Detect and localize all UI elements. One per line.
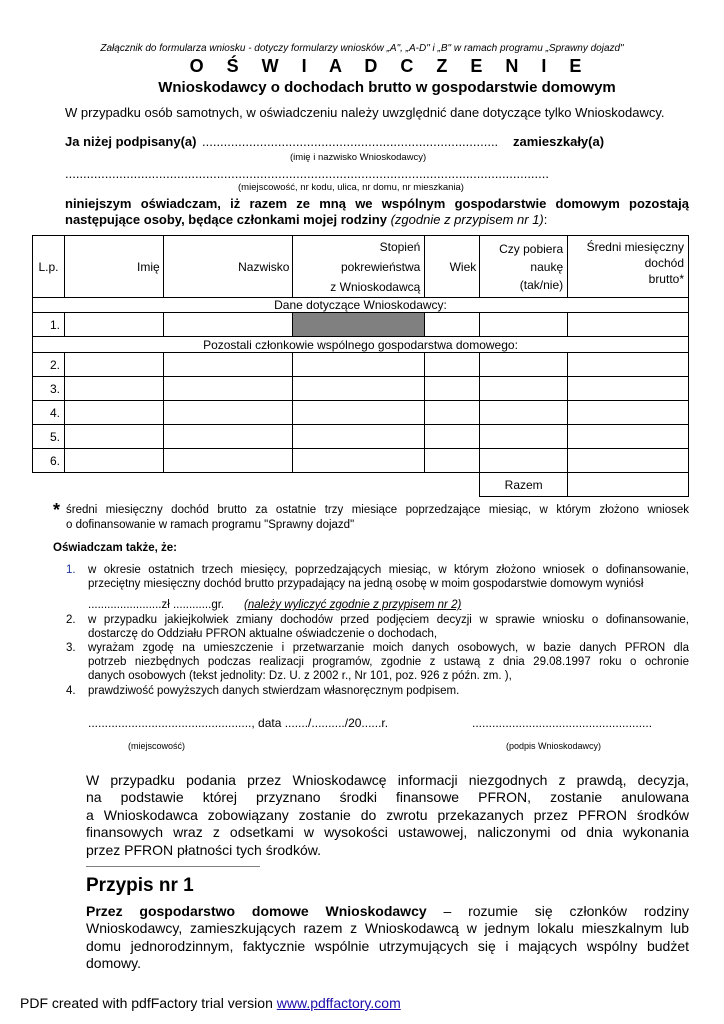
header-stopien	[293, 236, 425, 298]
cell-stopien[interactable]	[293, 353, 425, 377]
header-stopien-line1: Stopień	[379, 239, 421, 254]
document-title: O Ś W I A D C Z E N I E	[189, 56, 591, 76]
warning-line1: W przypadku podania przez Wnioskodawcę informacji niezgodnych z prawdą, decyzja,	[86, 772, 689, 788]
name-caption: (imię i nazwisko Wnioskodawcy)	[290, 152, 427, 163]
warning-line3: a Wnioskodawca zobowiązany zostanie do zwrotu przekazanych przez PFRON środków	[86, 806, 689, 823]
cell-dochod[interactable]	[568, 377, 689, 401]
cell-stopien-disabled	[293, 313, 425, 337]
item3-number: 3.	[66, 642, 76, 654]
total-value-cell[interactable]	[568, 473, 689, 497]
warning-line2: na podstawie której przyznano środki finansowe PFRON, zostanie anulowana	[86, 789, 689, 806]
cell-nazwisko[interactable]	[163, 377, 293, 401]
warning-paragraph	[86, 772, 689, 859]
cell-imie[interactable]	[64, 401, 163, 425]
cell-dochod[interactable]	[568, 313, 689, 337]
item3-line1: wyrażam zgodę na umieszczenie i przetwarzanie moich danych osobowych, w bazie danych PFRON dla	[88, 642, 689, 654]
przypis-line2: Wnioskodawcy, zamieszkujących razem z Wnioskodawcą w jednym lokalu mieszkalnym lub	[86, 920, 689, 937]
header-dochod-line3: brutto*	[648, 272, 684, 286]
cell-stopien[interactable]	[293, 449, 425, 473]
header-nazwisko: Nazwisko	[163, 236, 293, 298]
pdf-footer	[20, 995, 401, 1011]
cell-stopien[interactable]	[293, 377, 425, 401]
cell-nauka[interactable]	[480, 449, 568, 473]
cell-imie[interactable]	[64, 353, 163, 377]
header-wiek: Wiek	[425, 236, 480, 298]
header-imie: Imię	[64, 236, 163, 298]
residing-label: zamieszkały(a)	[513, 134, 605, 149]
item4-line1: prawdziwość powyższych danych stwierdzam własnoręcznym podpisem.	[88, 685, 460, 697]
address-caption: (miejscowość, nr kodu, ulica, nr domu, nr mieszkania)	[238, 182, 464, 193]
row-number: 2.	[33, 353, 65, 377]
cell-imie[interactable]	[64, 377, 163, 401]
przypis-line4: domowy.	[86, 955, 141, 972]
item2-line1: w przypadku jakiejkolwiek zmiany dochodów przed podjęciem decyzji w sprawie wniosku o dofinansowanie,	[88, 614, 689, 626]
item4-number: 4.	[66, 685, 76, 697]
cell-nauka[interactable]	[480, 377, 568, 401]
section-others-label: Pozostali członkowie wspólnego gospodarstwa domowego:	[33, 337, 689, 353]
footnote-star: *	[53, 500, 61, 520]
item1-line2: przeciętny miesięczny dochód brutto przypadający na jedną osobę w moim gospodarstwie domowym wyniósł	[88, 578, 644, 590]
separator-rule	[86, 866, 260, 867]
cell-wiek[interactable]	[425, 377, 480, 401]
cell-nazwisko[interactable]	[163, 449, 293, 473]
cell-imie[interactable]	[64, 449, 163, 473]
header-nauka	[480, 236, 568, 298]
section-applicant-row	[33, 298, 689, 313]
table-row-applicant	[33, 313, 689, 337]
declaration-colon: :	[543, 212, 548, 227]
cell-nazwisko[interactable]	[163, 425, 293, 449]
header-lp: L.p.	[33, 236, 65, 298]
header-dochod-line2: dochód	[644, 256, 684, 270]
table-row	[33, 401, 689, 425]
household-declaration	[65, 196, 689, 228]
footnote-line2: o dofinansowanie w ramach programu "Sprawny dojazd"	[66, 519, 355, 531]
cell-dochod[interactable]	[568, 401, 689, 425]
header-nauka-line2: naukę	[530, 259, 564, 274]
single-persons-note: W przypadku osób samotnych, w oświadczeniu należy uwzględnić dane dotyczące tylko Wnioskodawcy.	[65, 105, 665, 120]
warning-line5: przez PFRON płatności tych środków.	[86, 841, 321, 858]
cell-nazwisko[interactable]	[163, 353, 293, 377]
place-date-field[interactable]: ................................................., data ......./........../20......r.	[88, 716, 389, 730]
table-row	[33, 377, 689, 401]
cell-wiek[interactable]	[425, 313, 480, 337]
item2-number: 2.	[66, 614, 76, 626]
footer-link[interactable]: www.pdffactory.com	[276, 995, 401, 1011]
footnote-line1: średni miesięczny dochód brutto za ostatnie trzy miesiące poprzedzające miesiąc, w którym złożono wniosek	[66, 504, 689, 516]
row-number: 3.	[33, 377, 65, 401]
household-members-table	[32, 235, 689, 497]
item3-line3: danych osobowych (tekst jednolity: Dz. U. z 2002 r., Nr 101, poz. 926 z późn. zm. ),	[88, 670, 512, 682]
przypis-line1	[86, 903, 689, 920]
section-others-row	[33, 337, 689, 353]
cell-dochod[interactable]	[568, 425, 689, 449]
signature-caption: (podpis Wnioskodawcy)	[506, 741, 602, 751]
table-row	[33, 425, 689, 449]
table-total-row	[33, 473, 689, 497]
declaration-bold: niniejszym oświadczam, iż razem ze mną we wspólnym gospodarstwie domowym pozostają następujące osoby, będące członkami mojej rodziny	[65, 196, 689, 227]
cell-nazwisko[interactable]	[163, 313, 293, 337]
cell-nauka[interactable]	[480, 425, 568, 449]
row-number: 1.	[33, 313, 65, 337]
cell-dochod[interactable]	[568, 353, 689, 377]
address-field[interactable]: ......................................................................................................................................	[65, 166, 549, 181]
row-number: 5.	[33, 425, 65, 449]
cell-nazwisko[interactable]	[163, 401, 293, 425]
przypis-line3: domu jednorodzinnym, faktycznie wspólnie utrzymujących się i mających wspólny budżet	[86, 937, 689, 954]
declaration-note: (zgodnie z przypisem nr 1)	[390, 212, 544, 227]
section-applicant-label: Dane dotyczące Wnioskodawcy:	[33, 298, 689, 313]
header-stopien-line2: pokrewieństwa	[340, 259, 421, 274]
footer-text: PDF created with pdfFactory trial version	[20, 995, 277, 1011]
undersigned-label: Ja niżej podpisany(a)	[65, 134, 197, 149]
cell-wiek[interactable]	[425, 353, 480, 377]
attachment-note: Załącznik do formularza wniosku - dotyczy formularzy wniosków „A", „A-D" i „B" w ramach programu „Sprawny dojazd"	[100, 43, 624, 54]
cell-stopien[interactable]	[293, 425, 425, 449]
signature-field[interactable]: ......................................................	[472, 716, 653, 730]
cell-dochod[interactable]	[568, 449, 689, 473]
row-number: 6.	[33, 449, 65, 473]
header-dochod	[568, 236, 689, 298]
table-row	[33, 353, 689, 377]
header-nauka-line1: Czy pobiera	[499, 241, 564, 256]
document-subtitle: Wnioskodawcy o dochodach brutto w gospodarstwie domowym	[158, 79, 616, 96]
row-number: 4.	[33, 401, 65, 425]
cell-wiek[interactable]	[425, 401, 480, 425]
item3-line2: potrzeb niezbędnych podczas realizacji programów, zgodnie z ustawą z dnia 29.08.1997 roku o ochronie	[88, 656, 689, 668]
place-caption: (miejscowość)	[128, 741, 186, 751]
amount-field[interactable]: .......................zł ............gr.	[88, 599, 225, 611]
cell-wiek[interactable]	[425, 449, 480, 473]
przypis-bold: Przez gospodarstwo domowe Wnioskodawcy	[86, 903, 427, 919]
table-header-row	[33, 236, 689, 298]
name-field[interactable]: ..................................................................................	[202, 134, 499, 149]
cell-wiek[interactable]	[425, 425, 480, 449]
item1-number: 1.	[66, 564, 76, 576]
table-row	[33, 449, 689, 473]
amount-note: (należy wyliczyć zgodnie z przypisem nr 2)	[244, 599, 462, 611]
item2-line2: dostarczę do Oddziału PFRON aktualne oświadczenie o dochodach,	[88, 628, 438, 640]
cell-stopien[interactable]	[293, 401, 425, 425]
cell-imie[interactable]	[64, 313, 163, 337]
header-nauka-line3: (tak/nie)	[519, 277, 564, 292]
cell-nauka[interactable]	[480, 401, 568, 425]
total-label: Razem	[480, 473, 568, 497]
przypis-line1-rest: – rozumie się członków rodziny	[426, 903, 689, 919]
cell-imie[interactable]	[64, 425, 163, 449]
cell-nauka[interactable]	[480, 353, 568, 377]
przypis-heading: Przypis nr 1	[86, 875, 194, 896]
warning-line4: finansowych wraz z odsetkami w wysokości ustawowej, naliczonymi od dnia wykonania	[86, 824, 689, 841]
item1-line1: w okresie ostatnich trzech miesięcy, poprzedzających miesiąc, w którym złożono wniosek o dofinansowanie,	[88, 564, 689, 576]
cell-nauka[interactable]	[480, 313, 568, 337]
przypis-paragraph	[86, 903, 689, 973]
also-heading: Oświadczam także, że:	[53, 542, 177, 554]
header-stopien-line3: z Wnioskodawcą	[330, 279, 421, 294]
header-dochod-line1: Średni miesięczny	[586, 240, 684, 254]
total-spacer	[33, 473, 480, 497]
